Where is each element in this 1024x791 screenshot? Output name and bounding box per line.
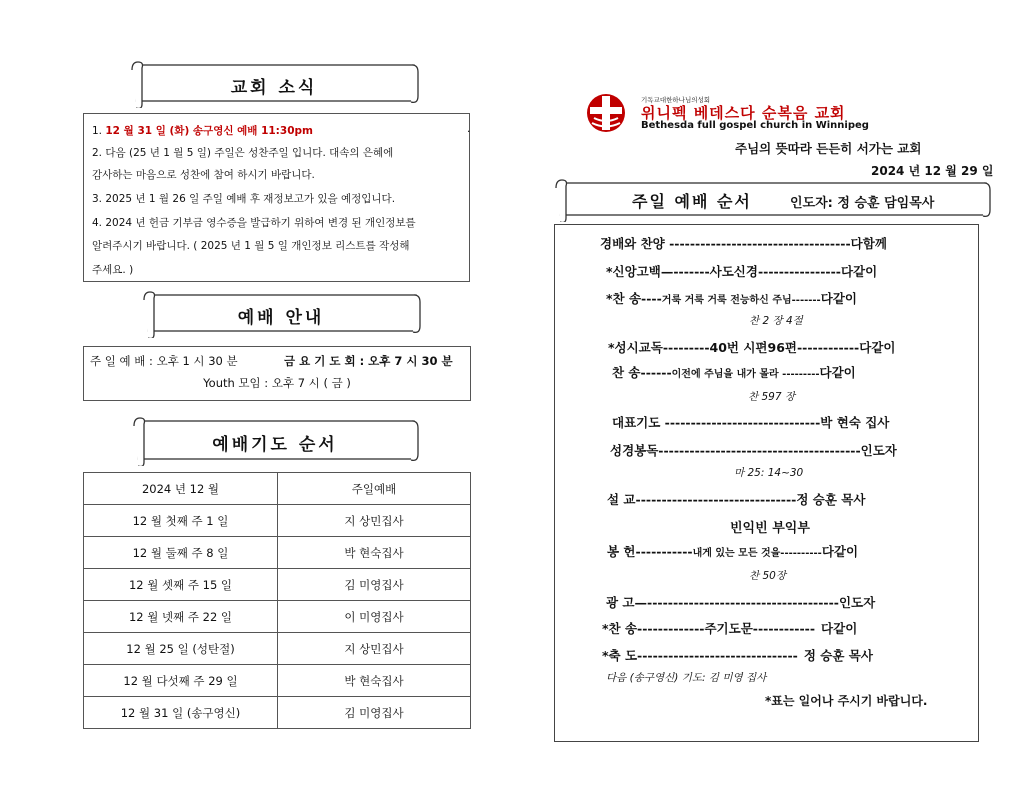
table-cell: 12 월 다섯째 주 29 일: [84, 665, 278, 697]
order-leader: 인도자: 정 승훈 담임목사: [790, 196, 935, 211]
news-item-3: 3. 2025 년 1 월 26 일 주일 예배 후 재정보고가 있을 예정입니다.: [92, 193, 396, 205]
news-banner: [128, 60, 420, 108]
table-cell: 이 미영집사: [278, 601, 471, 633]
table-cell: 12 월 25 일 (성탄절): [84, 633, 278, 665]
order-line: [600, 234, 887, 252]
order-role: 정 승훈 목사: [803, 648, 873, 663]
order-title: 주일 예배 순서: [632, 192, 752, 211]
order-line: [602, 619, 857, 637]
news-item-highlight: 12 월 31 일 (화) 송구영신 예배 11:30pm: [105, 125, 313, 137]
friday-prayer-time: 금 요 기 도 회 : 오후 7 시 30 분: [284, 354, 453, 368]
news-item-4: 4. 2024 년 헌금 기부금 영수증을 발급하기 위하여 변경 된 개인정보를: [92, 217, 416, 229]
prayer-order-table: [83, 472, 471, 729]
order-item: 광 고—-------------------------------------: [606, 595, 839, 610]
order-line: [608, 338, 895, 356]
news-item-1: [92, 123, 471, 138]
order-role: 정 승훈 목사: [796, 492, 866, 507]
news-title: 교회 소식: [230, 78, 318, 98]
order-item: *축 도-------------------------------: [602, 648, 798, 663]
table-row: [84, 697, 471, 729]
table-cell: 지 상민집사: [278, 633, 471, 665]
order-line: [606, 289, 857, 307]
hymn-note: 찬 50장: [749, 570, 786, 582]
scripture-note: 마 25: 14~30: [734, 467, 804, 479]
sermon-title: 빈익빈 부익부: [730, 521, 810, 536]
order-line: [610, 441, 897, 459]
prayer-order-title: 예배기도 순서: [212, 435, 338, 455]
order-role: 다함께: [850, 236, 887, 251]
order-line: [606, 593, 875, 611]
news-item-2: 2. 다음 (25 년 1 월 5 일) 주일은 성찬주일 입니다. 대속의 은혜에: [92, 147, 394, 159]
order-item: 설 교-------------------------------: [607, 492, 797, 507]
order-banner: [552, 178, 992, 222]
hymn-title: 이전에 주님을 내가 몰라 ---------: [671, 369, 820, 380]
order-line: [612, 413, 889, 431]
hymn-title: 거룩 거룩 거룩 전능하신 주님-------: [661, 295, 821, 306]
table-row: [84, 537, 471, 569]
prayer-order-banner: [130, 416, 420, 466]
table-row: [84, 665, 471, 697]
cross-emblem-icon: [585, 92, 627, 134]
order-item: *찬 송-------------주기도문------------: [602, 621, 816, 636]
table-cell: 박 현숙집사: [278, 537, 471, 569]
table-cell: 김 미영집사: [278, 697, 471, 729]
order-line: [607, 542, 858, 560]
news-box: [83, 113, 470, 282]
bulletin-date: 2024 년 12 월 29 일: [871, 164, 994, 178]
order-role: 다같이: [821, 544, 859, 559]
table-row: [84, 569, 471, 601]
church-motto: 주님의 뜻따라 든든히 서가는 교회: [735, 141, 922, 156]
next-prayer-note: 다음 (송구영신) 기도: 김 미영 집사: [606, 672, 767, 684]
table-cell: 박 현숙집사: [278, 665, 471, 697]
news-item-4c: 주세요. ): [92, 264, 134, 276]
order-item: *신앙고백—-------사도신경----------------: [606, 264, 841, 279]
table-header: 주일예배: [278, 473, 471, 505]
table-cell: 12 월 둘째 주 8 일: [84, 537, 278, 569]
order-item: *찬 송----: [606, 291, 662, 306]
sunday-service-time: 주 일 예 배 : 오후 1 시 30 분: [90, 354, 238, 368]
order-role: 다같이: [819, 365, 856, 380]
table-cell: 김 미영집사: [278, 569, 471, 601]
order-role: 박 현숙 집사: [820, 415, 890, 430]
table-cell: 12 월 셋째 주 15 일: [84, 569, 278, 601]
news-item-number: 1.: [92, 125, 103, 137]
table-header-row: [84, 473, 471, 505]
standing-footnote: *표는 일어나 주시기 바랍니다.: [765, 694, 928, 708]
table-cell: 12 월 첫째 주 1 일: [84, 505, 278, 537]
worship-guide-title: 예배 안내: [237, 308, 325, 328]
table-cell: 12 월 넷째 주 22 일: [84, 601, 278, 633]
table-cell: 지 상민집사: [278, 505, 471, 537]
order-role: 다같이: [859, 340, 896, 355]
church-name-ko: 위니펙 베데스다 순복음 교회: [641, 104, 846, 122]
order-role: 다같이: [840, 264, 878, 279]
table-row: [84, 633, 471, 665]
news-item-2b: 감사하는 마음으로 성찬에 참여 하시기 바랍니다.: [92, 169, 315, 181]
worship-guide-banner: [140, 290, 422, 338]
order-line: [607, 490, 865, 508]
order-role: 다같이: [820, 291, 857, 306]
order-role: 인도자: [838, 595, 876, 610]
table-row: [84, 505, 471, 537]
order-item: 대표기도 ------------------------------: [612, 415, 821, 430]
hymn-note: 찬 597 장: [748, 391, 796, 403]
table-cell: 12 월 31 일 (송구영신): [84, 697, 278, 729]
table-header: 2024 년 12 월: [84, 473, 278, 505]
order-line: [606, 262, 877, 280]
order-item: 찬 송------: [612, 365, 672, 380]
order-role: 인도자: [860, 443, 897, 458]
church-name-en: Bethesda full gospel church in Winnipeg: [641, 120, 869, 131]
order-item: 경배와 찬양 -----------------------------------: [600, 236, 851, 251]
denomination: 기독교대한하나님의성회: [641, 96, 711, 104]
order-role: 다같이: [821, 621, 858, 636]
order-line: [602, 646, 873, 664]
order-line: [612, 363, 856, 381]
church-logo: [585, 92, 945, 136]
order-item: 봉 헌-----------: [607, 544, 693, 559]
youth-meeting-time: Youth 모임 : 오후 7 시 ( 금 ): [203, 376, 351, 390]
news-item-dot: .: [467, 123, 471, 135]
hymn-note: 찬 2 장 4절: [749, 315, 803, 327]
order-item: 성경봉독---------------------------------------: [610, 443, 861, 458]
table-row: [84, 601, 471, 633]
worship-guide-box: [83, 346, 471, 401]
hymn-title: 내게 있는 모든 것을----------: [692, 548, 822, 559]
order-item: *성시교독---------40번 시편96편------------: [608, 340, 860, 355]
news-item-4b: 알려주시기 바랍니다. ( 2025 년 1 월 5 일 개인정보 리스트를 작성해: [92, 240, 410, 252]
